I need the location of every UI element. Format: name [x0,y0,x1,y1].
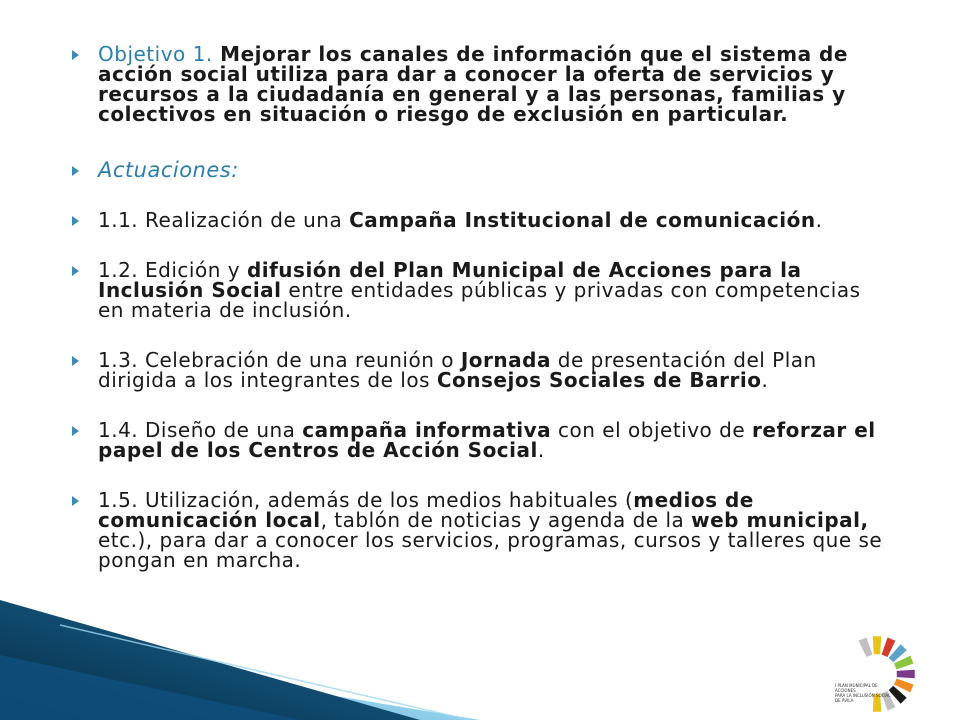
bullet-text: 1.4. Diseño de una [98,418,303,442]
bullet-text: . [761,368,769,392]
bullet-arrow-icon [72,356,79,366]
bullet-bold: campaña informativa [302,418,552,442]
bullet-text: , tablón de noticias y agenda de la [320,508,692,532]
bullet-arrow-icon [72,266,79,276]
bullet-bold: Jornada [460,348,551,372]
bullet-actuaciones [72,160,892,180]
bullet-1-1 [72,210,892,230]
logo-ray [873,636,881,654]
bullet-text: 1.3. Celebración de una reunión o [98,348,461,372]
logo-caption-line2: PARA LA INCLUSIÓN SOCIAL DE ÁVILA [835,693,891,703]
bullet-arrow-icon [72,426,79,436]
logo-caption [835,683,895,703]
actuaciones-heading: Actuaciones: [98,158,239,182]
bullet-1-2 [72,260,892,320]
bullet-text: entre entidades públicas y privadas con competencias en materia de inclusión. [98,278,861,322]
bullet-list [72,44,892,570]
bullet-text: etc.), para dar a conocer los servicios, programas, cursos y talleres que se pongan en marcha. [98,528,883,572]
bullet-arrow-icon [72,166,79,176]
bullet-arrow-icon [72,216,79,226]
bullet-text: con el objetivo de [551,418,753,442]
logo-ray [897,670,915,678]
bullet-bold: Consejos Sociales de Barrio [436,368,762,392]
bullet-text: 1.2. Edición y [98,258,247,282]
bullet-arrow-icon [72,496,79,506]
bullet-text: . [537,438,545,462]
logo-ray [859,637,873,656]
bullet-objetivo [72,44,892,124]
bullet-bold: web municipal, [691,508,869,532]
plan-logo [832,628,922,718]
bullet-text: 1.5. Utilización, además de los medios habituales ( [98,488,634,512]
logo-caption-line1: I PLAN MUNICIPAL DE ACCIONES [835,683,878,693]
bullet-1-5 [72,490,892,570]
objetivo-text: Mejorar los canales de información que el sistema de acción social utiliza para dar a conocer la oferta de servicios y recursos a la ciudadanía en general y a las personas, familias y colectivos en situación o riesgo de exclusión en particular. [98,42,848,126]
bullet-1-3 [72,350,892,390]
bullet-arrow-icon [72,50,79,60]
bullet-text: . [815,208,823,232]
bullet-bold: Campaña Institucional de comunicación [349,208,816,232]
bullet-1-4 [72,420,892,460]
bullet-bold: medios de comunicación local [98,488,754,532]
bullet-bold: reforzar el papel de los Centros de Acción Social [98,418,876,462]
bullet-bold: difusión del Plan Municipal de Acciones para la Inclusión Social [98,258,802,302]
objetivo-lead: Objetivo 1. [98,42,213,66]
bullet-text: de presentación del Plan dirigida a los integrantes de los [98,348,817,392]
bullet-text: 1.1. Realización de una [98,208,350,232]
